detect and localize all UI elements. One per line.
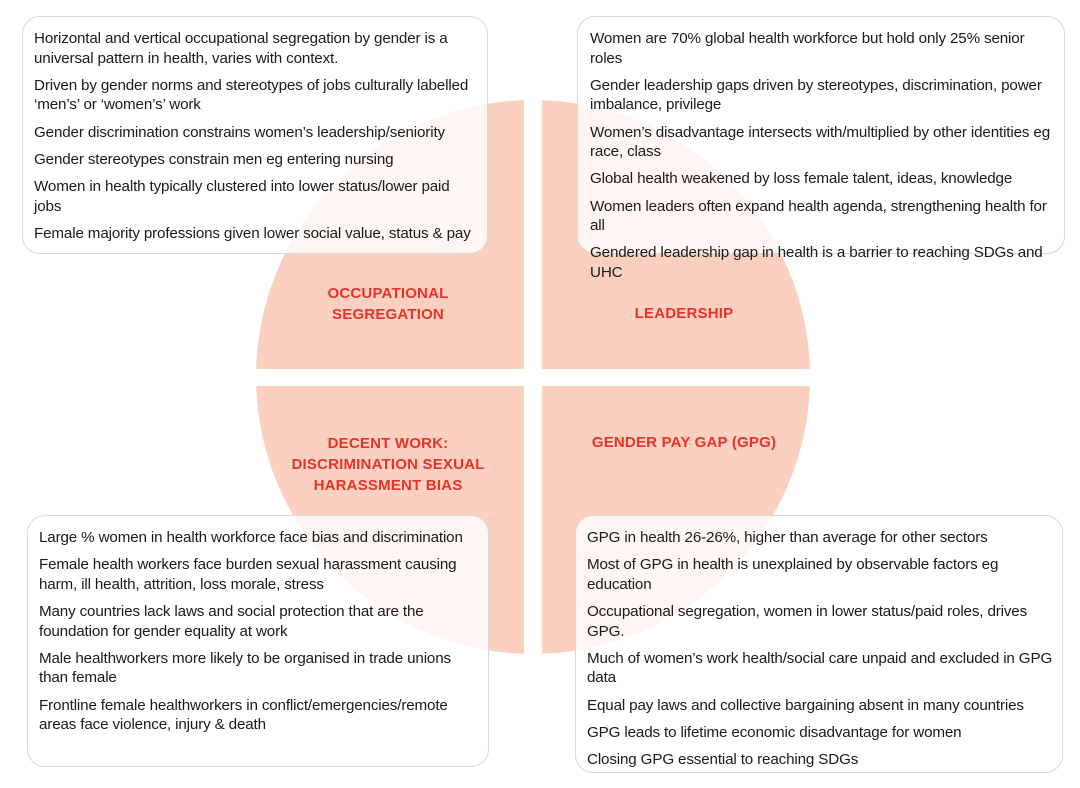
list-item: Male healthworkers more likely to be organised in trade unions than female xyxy=(39,649,451,687)
label-line: GENDER PAY GAP (GPG) xyxy=(591,434,777,451)
occupational-segregation-label xyxy=(268,283,508,325)
label-line: HARASSMENT BIAS xyxy=(313,477,463,494)
label-line: DISCRIMINATION SEXUAL xyxy=(291,456,485,473)
label-line: SEGREGATION xyxy=(332,306,444,323)
list-item: Gendered leadership gap in health is a barrier to reaching SDGs and UHC xyxy=(590,244,1043,281)
label-line: LEADERSHIP xyxy=(634,305,734,322)
list-item: Women leaders often expand health agenda, strengthening health for all xyxy=(590,197,1047,235)
list-item: Large % women in health workforce face bias and discrimination xyxy=(39,529,463,546)
list-item: Global health weakened by loss female talent, ideas, knowledge xyxy=(590,170,1013,188)
gender-pay-gap-label xyxy=(564,432,804,453)
list-item: Horizontal and vertical occupational segregation by gender is a universal pattern in health, varies with context. xyxy=(34,30,448,67)
list-item: Female health workers face burden sexual harassment causing harm, ill health, attrition, loss morale, stress xyxy=(39,556,457,593)
list-item: Most of GPG in health is unexplained by observable factors eg education xyxy=(587,556,999,593)
list-item: Much of women’s work health/social care unpaid and excluded in GPG data xyxy=(587,649,1053,687)
gender-pay-gap-card xyxy=(575,515,1063,773)
list-item: GPG leads to lifetime economic disadvantage for women xyxy=(587,723,962,741)
leadership-label xyxy=(564,303,804,324)
occupational-segregation-card xyxy=(22,16,488,254)
list-item: Equal pay laws and collective bargaining absent in many countries xyxy=(587,696,1024,714)
list-item: Gender stereotypes constrain men eg entering nursing xyxy=(34,150,394,168)
list-item: Women’s disadvantage intersects with/multiplied by other identities eg race, class xyxy=(590,123,1051,161)
label-line: DECENT WORK: xyxy=(327,435,449,452)
decent-work-label xyxy=(268,433,508,496)
list-item: Closing GPG essential to reaching SDGs xyxy=(587,750,859,768)
list-item: Occupational segregation, women in lower status/paid roles, drives GPG. xyxy=(587,602,1028,640)
list-item: GPG in health 26-26%, higher than average for other sectors xyxy=(587,529,988,546)
list-item: Gender discrimination constrains women’s leadership/seniority xyxy=(34,123,445,141)
leadership-card xyxy=(577,16,1065,281)
list-item: Female majority professions given lower social value, status & pay xyxy=(34,224,471,242)
list-item: Driven by gender norms and stereotypes of jobs culturally labelled ‘men’s’ or ‘women’s’ work xyxy=(34,76,469,114)
list-item: Many countries lack laws and social protection that are the foundation for gender equality at work xyxy=(39,602,424,640)
list-item: Gender leadership gaps driven by stereotypes, discrimination, power imbalance, privilege xyxy=(590,76,1042,114)
list-item: Frontline female healthworkers in conflict/emergencies/remote areas face violence, injury & death xyxy=(39,696,448,734)
list-item: Women are 70% global health workforce but hold only 25% senior roles xyxy=(590,30,1025,67)
decent-work-card xyxy=(27,515,489,767)
list-item: Women in health typically clustered into lower status/lower paid jobs xyxy=(34,177,450,215)
label-line: OCCUPATIONAL xyxy=(327,285,449,302)
